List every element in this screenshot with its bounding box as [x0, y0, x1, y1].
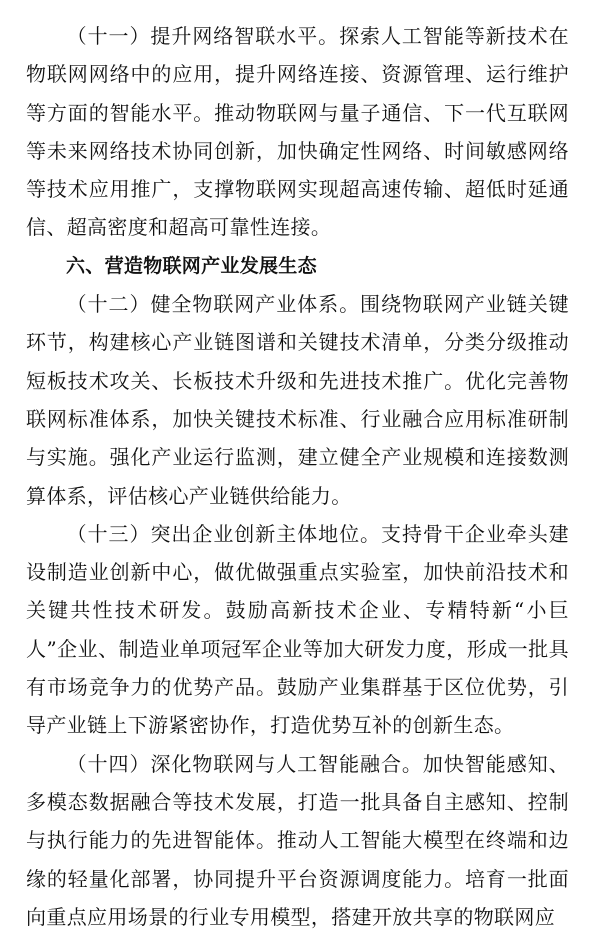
paragraph-industry-system — [26, 285, 569, 515]
paragraph-lead: （十四）深化物联网与人工智能融合。 — [66, 751, 423, 776]
paragraph-lead: （十二）健全物联网产业体系。 — [66, 292, 361, 317]
paragraph-body: 加快智能感知、多模态数据融合等技术发展，打造一批具备自主感知、控制与执行能力的先进智能体。推动人工智能大模型在终端和边缘的轻量化部署，协同提升平台资源调度能力。培育一批面向重点应用场景的行业专用模型，搭建开放共享的物联网应 — [26, 751, 570, 929]
paragraph-lead: （十三）突出企业创新主体地位。 — [66, 521, 381, 546]
paragraph-body: 支持骨干企业牵头建设制造业创新中心，做优做强重点实验室，加快前沿技术和关键共性技术研发。鼓励高新技术企业、专精特新“小巨人”企业、制造业单项冠军企业等加大研发力度，形成一批具有市场竞争力的优势产品。鼓励产业集群基于区位优势，引导产业链上下游紧密协作，打造优势互补的创新生态。 — [26, 521, 569, 738]
section-heading — [26, 247, 569, 285]
section-heading-text: 六、营造物联网产业发展生态 — [66, 254, 317, 277]
paragraph-enterprise-innovation — [26, 515, 569, 745]
paragraph-body: 探索人工智能等新技术在物联网网络中的应用，提升网络连接、资源管理、运行维护等方面的智能水平。推动物联网与量子通信、下一代互联网等未来网络技术协同创新，加快确定性网络、时间敏感网络等技术应用推广，支撑物联网实现超高速传输、超低时延通信、超高密度和超高可靠性连接。 — [26, 24, 569, 240]
paragraph-network-intelligence — [26, 0, 569, 247]
paragraph-body: 围绕物联网产业链关键环节，构建核心产业链图谱和关键技术清单，分类分级推动短板技术攻关、长板技术升级和先进技术推广。优化完善物联网标准体系，加快关键技术标准、行业融合应用标准研制与实施。强化产业运行监测，建立健全产业规模和连接数测算体系，评估核心产业链供给能力。 — [26, 292, 570, 508]
paragraph-ai-fusion — [26, 745, 569, 936]
paragraph-lead: （十一）提升网络智联水平。 — [66, 24, 340, 48]
